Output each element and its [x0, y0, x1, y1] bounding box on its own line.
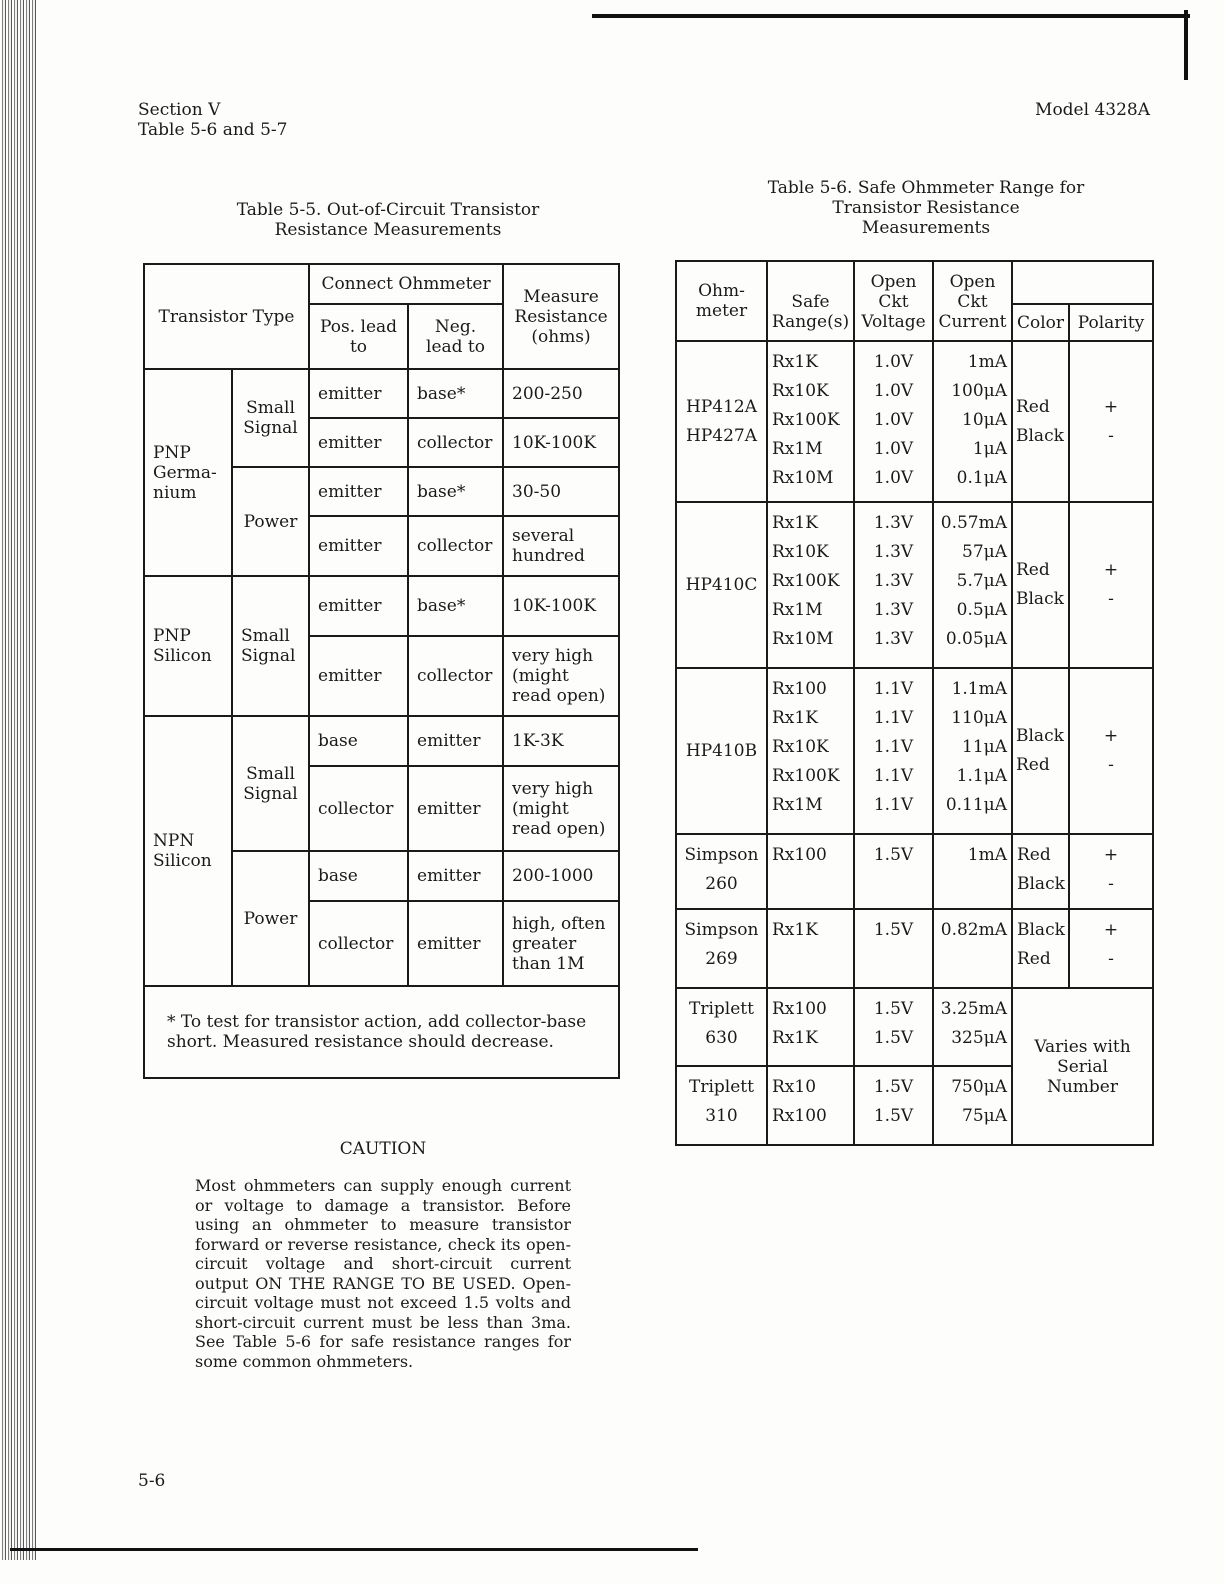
th-open-ckt-voltage: Open Ckt Voltage — [854, 261, 933, 341]
resistance-cell: 200-1000 — [503, 851, 619, 901]
polarity-sign: - — [1108, 589, 1114, 609]
polarity-sign: - — [1108, 949, 1114, 969]
neg-cell: collector — [408, 418, 503, 467]
scan-binding-edge — [0, 0, 38, 1560]
open-ckt-current: 5.7μA — [956, 571, 1007, 591]
neg-cell: emitter — [408, 716, 503, 766]
open-ckt-voltage: 1.5V — [873, 1077, 914, 1097]
open-ckt-voltage: 1.0V — [873, 468, 914, 488]
safe-range-cell — [767, 341, 854, 502]
table56 — [675, 260, 1154, 1146]
table55-footnote: * To test for transistor action, add collector-base short. Measured resistance should decrease. — [144, 986, 619, 1078]
table56-caption-line2: Transistor Resistance — [832, 198, 1020, 218]
safe-range-cell — [767, 834, 854, 909]
lead-color: Black — [1016, 589, 1064, 609]
safe-range: Rx10K — [772, 381, 829, 401]
safe-range-cell — [767, 1066, 854, 1145]
neg-cell: base* — [408, 369, 503, 418]
ohmmeter-name: HP427A — [686, 425, 757, 446]
open-ckt-current: 0.05μA — [945, 629, 1007, 649]
pos-cell: emitter — [309, 467, 408, 516]
ohmmeter-cell — [676, 1066, 767, 1145]
safe-range: Rx1K — [772, 1028, 818, 1048]
lead-color: Red — [1017, 845, 1051, 865]
open-ckt-voltage: 1.0V — [873, 410, 914, 430]
neg-cell: emitter — [408, 766, 503, 851]
resistance-cell: several hundred — [503, 516, 619, 576]
open-ckt-voltage: 1.1V — [873, 795, 914, 815]
varies-with-serial: Varies with Serial Number — [1012, 988, 1153, 1145]
th-polarity: Polarity — [1069, 304, 1153, 341]
lead-color-cell — [1012, 668, 1069, 834]
pos-cell: collector — [309, 901, 408, 986]
neg-cell: emitter — [408, 901, 503, 986]
safe-range: Rx100 — [772, 999, 827, 1019]
resistance-cell: high, often greater than 1M — [503, 901, 619, 986]
tables-ref: Table 5-6 and 5-7 — [138, 120, 288, 140]
ohmmeter-name: Simpson — [684, 845, 759, 865]
caution-text: Most ohmmeters can supply enough current or voltage to damage a transistor. Before using an ohmmeter to measure transistor forward or reverse resistance, check its open-circuit voltage and short-circuit current output ON THE RANGE TO BE USED. Open-circuit voltage must not exceed 1.5 volts and short-circuit current must be less than 3ma. See Table 5-6 for safe resistance ranges for some common ohmmeters. — [195, 1176, 571, 1371]
safe-range-cell — [767, 988, 854, 1066]
resistance-cell: 200-250 — [503, 369, 619, 418]
table55 — [143, 263, 620, 1079]
open-ckt-current: 325μA — [951, 1028, 1007, 1048]
open-ckt-current: 110μA — [951, 708, 1007, 728]
resistance-cell: 30-50 — [503, 467, 619, 516]
ohmmeter-name: HP410C — [685, 574, 758, 595]
lead-color: Black — [1016, 425, 1064, 446]
open-ckt-current: 11μA — [962, 737, 1007, 757]
open-ckt-voltage: 1.5V — [873, 999, 914, 1019]
open-ckt-voltage: 1.1V — [873, 708, 914, 728]
open-ckt-current: 0.11μA — [945, 795, 1007, 815]
safe-range: Rx100K — [772, 571, 840, 591]
pos-cell: emitter — [309, 418, 408, 467]
polarity-cell — [1069, 502, 1153, 668]
table56-caption-line1: Table 5-6. Safe Ohmmeter Range for — [767, 178, 1085, 198]
neg-cell: collector — [408, 636, 503, 716]
open-ckt-voltage: 1.1V — [873, 766, 914, 786]
caution-title: CAUTION — [339, 1139, 427, 1159]
table56-caption — [716, 178, 1136, 238]
safe-range-cell — [767, 909, 854, 988]
open-ckt-voltage-cell — [854, 341, 933, 502]
lead-color: Red — [1017, 949, 1051, 969]
table56-caption-line3: Measurements — [861, 218, 991, 238]
safe-range: Rx10M — [772, 468, 834, 488]
open-ckt-voltage: 1.3V — [873, 600, 914, 620]
polarity-sign: + — [1103, 726, 1119, 746]
ohmmeter-name: 310 — [705, 1106, 738, 1126]
polarity-sign: + — [1103, 920, 1119, 940]
resistance-cell: 1K-3K — [503, 716, 619, 766]
subtype-power: Power — [232, 467, 309, 576]
right-rule — [1184, 10, 1188, 80]
open-ckt-current: 57μA — [962, 542, 1007, 562]
open-ckt-current: 0.82mA — [940, 920, 1007, 940]
th-ohmmeter: Ohm- meter — [676, 261, 767, 341]
neg-cell: emitter — [408, 851, 503, 901]
open-ckt-voltage: 1.1V — [873, 737, 914, 757]
lead-color: Black — [1017, 920, 1065, 940]
polarity-sign: - — [1108, 755, 1114, 775]
polarity-sign: - — [1108, 425, 1114, 446]
safe-range: Rx100 — [772, 1106, 827, 1126]
pos-cell: emitter — [309, 636, 408, 716]
open-ckt-voltage: 1.5V — [873, 920, 914, 940]
safe-range-cell — [767, 668, 854, 834]
pos-cell: base — [309, 851, 408, 901]
open-ckt-voltage: 1.0V — [873, 381, 914, 401]
ohmmeter-cell — [676, 909, 767, 988]
lead-color: Red — [1016, 560, 1050, 580]
subtype-small-signal: Small Signal — [232, 716, 309, 851]
safe-range: Rx100 — [772, 845, 827, 865]
safe-range: Rx10K — [772, 542, 829, 562]
th-open-ckt-current: Open Ckt Current — [933, 261, 1012, 341]
table55-caption-line2: Resistance Measurements — [274, 220, 502, 240]
open-ckt-voltage-cell — [854, 668, 933, 834]
th-lead-blank — [1012, 261, 1153, 304]
th-connect-ohmmeter: Connect Ohmmeter — [309, 264, 503, 304]
open-ckt-current-cell — [933, 834, 1012, 909]
subtype-small-signal: Small Signal — [232, 576, 309, 716]
th-neg-lead: Neg. lead to — [408, 304, 503, 369]
model-label: Model 4328A — [1035, 100, 1150, 120]
top-rule — [592, 14, 1190, 18]
open-ckt-current: 100μA — [951, 381, 1007, 401]
lead-color: Red — [1016, 755, 1050, 775]
open-ckt-current: 750μA — [951, 1077, 1007, 1097]
resistance-cell: very high (might read open) — [503, 766, 619, 851]
polarity-cell — [1069, 834, 1153, 909]
safe-range: Rx1K — [772, 513, 818, 533]
lead-color: Red — [1016, 396, 1050, 417]
open-ckt-voltage: 1.5V — [873, 1028, 914, 1048]
safe-range: Rx100K — [772, 766, 840, 786]
subtype-power: Power — [232, 851, 309, 986]
open-ckt-current: 1μA — [972, 439, 1007, 459]
header-left — [138, 100, 287, 140]
open-ckt-voltage: 1.3V — [873, 629, 914, 649]
pos-cell: emitter — [309, 369, 408, 418]
ohmmeter-cell — [676, 502, 767, 668]
type-npn-silicon: NPN Silicon — [144, 716, 232, 986]
open-ckt-voltage-cell — [854, 502, 933, 668]
subtype-small-signal: Small Signal — [232, 369, 309, 467]
open-ckt-voltage: 1.3V — [873, 542, 914, 562]
ohmmeter-name: Triplett — [689, 999, 754, 1019]
resistance-cell: 10K-100K — [503, 576, 619, 636]
ohmmeter-name: HP412A — [686, 396, 757, 417]
open-ckt-voltage-cell — [854, 834, 933, 909]
safe-range: Rx1M — [772, 439, 823, 459]
th-pos-lead: Pos. lead to — [309, 304, 408, 369]
ohmmeter-name: 269 — [705, 949, 738, 969]
neg-cell: base* — [408, 576, 503, 636]
neg-cell: collector — [408, 516, 503, 576]
open-ckt-voltage: 1.0V — [873, 439, 914, 459]
open-ckt-current-cell — [933, 1066, 1012, 1145]
ohmmeter-cell — [676, 988, 767, 1066]
neg-cell: base* — [408, 467, 503, 516]
resistance-cell: 10K-100K — [503, 418, 619, 467]
type-pnp-silicon: PNP Silicon — [144, 576, 232, 716]
lead-color-cell — [1012, 909, 1069, 988]
safe-range: Rx100 — [772, 679, 827, 699]
safe-range: Rx100K — [772, 410, 840, 430]
safe-range: Rx10 — [772, 1077, 817, 1097]
open-ckt-voltage: 1.5V — [873, 1106, 914, 1126]
pos-cell: base — [309, 716, 408, 766]
lead-color-cell — [1012, 341, 1069, 502]
open-ckt-voltage: 1.1V — [873, 679, 914, 699]
ohmmeter-name: Simpson — [684, 920, 759, 940]
lead-color-cell — [1012, 502, 1069, 668]
open-ckt-voltage: 1.3V — [873, 513, 914, 533]
safe-range: Rx10M — [772, 629, 834, 649]
lead-color: Black — [1016, 726, 1064, 746]
ohmmeter-name: Triplett — [689, 1077, 754, 1097]
th-color: Color — [1012, 304, 1069, 341]
pos-cell: emitter — [309, 576, 408, 636]
open-ckt-voltage-cell — [854, 909, 933, 988]
th-transistor-type: Transistor Type — [144, 264, 309, 369]
th-safe-range: Safe Range(s) — [767, 261, 854, 341]
polarity-sign: + — [1103, 396, 1119, 417]
open-ckt-current: 0.57mA — [940, 513, 1007, 533]
lead-color-cell — [1012, 834, 1069, 909]
open-ckt-current-cell — [933, 502, 1012, 668]
ohmmeter-cell — [676, 668, 767, 834]
safe-range: Rx1M — [772, 600, 823, 620]
open-ckt-current-cell — [933, 668, 1012, 834]
ohmmeter-cell — [676, 341, 767, 502]
resistance-cell: very high (might read open) — [503, 636, 619, 716]
open-ckt-current: 75μA — [962, 1106, 1007, 1126]
pos-cell: emitter — [309, 516, 408, 576]
page-number: 5-6 — [138, 1471, 166, 1491]
polarity-cell — [1069, 909, 1153, 988]
table55-caption — [143, 200, 633, 240]
open-ckt-current: 10μA — [962, 410, 1007, 430]
ohmmeter-cell — [676, 834, 767, 909]
open-ckt-current: 3.25mA — [940, 999, 1007, 1019]
open-ckt-current: 1mA — [967, 352, 1007, 372]
open-ckt-voltage-cell — [854, 988, 933, 1066]
safe-range: Rx1K — [772, 708, 818, 728]
ohmmeter-name: HP410B — [685, 740, 758, 761]
safe-range-cell — [767, 502, 854, 668]
polarity-sign: - — [1108, 874, 1114, 894]
pos-cell: collector — [309, 766, 408, 851]
open-ckt-current-cell — [933, 341, 1012, 502]
polarity-sign: + — [1103, 845, 1119, 865]
open-ckt-voltage: 1.0V — [873, 352, 914, 372]
polarity-cell — [1069, 668, 1153, 834]
open-ckt-current-cell — [933, 988, 1012, 1066]
open-ckt-current: 1.1μA — [956, 766, 1007, 786]
bottom-rule — [10, 1548, 698, 1551]
open-ckt-voltage: 1.5V — [873, 845, 914, 865]
open-ckt-current: 0.5μA — [956, 600, 1007, 620]
open-ckt-current: 0.1μA — [956, 468, 1007, 488]
lead-color: Black — [1017, 874, 1065, 894]
open-ckt-voltage-cell — [854, 1066, 933, 1145]
open-ckt-current: 1mA — [967, 845, 1007, 865]
section-label: Section V — [138, 100, 221, 120]
polarity-cell — [1069, 341, 1153, 502]
th-measure-resistance: Measure Resistance (ohms) — [503, 264, 619, 369]
type-pnp-germanium: PNP Germa- nium — [144, 369, 232, 576]
ohmmeter-name: 260 — [705, 874, 738, 894]
ohmmeter-name: 630 — [705, 1028, 738, 1048]
safe-range: Rx1K — [772, 920, 818, 940]
open-ckt-current: 1.1mA — [951, 679, 1007, 699]
safe-range: Rx1K — [772, 352, 818, 372]
safe-range: Rx1M — [772, 795, 823, 815]
polarity-sign: + — [1103, 560, 1119, 580]
table55-caption-line1: Table 5-5. Out-of-Circuit Transistor — [236, 200, 540, 220]
safe-range: Rx10K — [772, 737, 829, 757]
open-ckt-current-cell — [933, 909, 1012, 988]
open-ckt-voltage: 1.3V — [873, 571, 914, 591]
